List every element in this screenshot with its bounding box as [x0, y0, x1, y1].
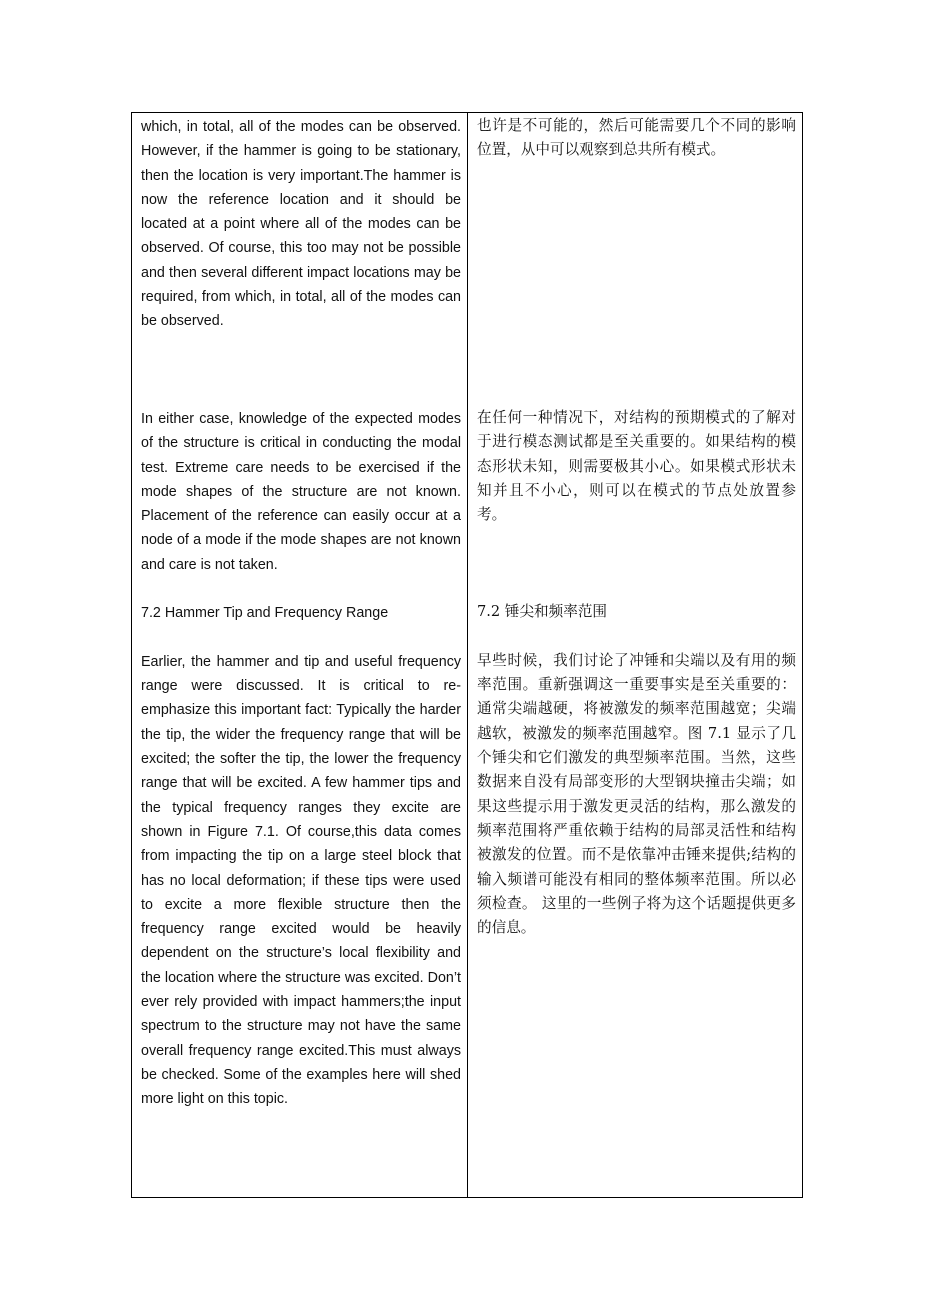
- chinese-block-2: [477, 406, 796, 576]
- english-paragraph-2: In either case, knowledge of the expected modes of the structure is critical in conducting the modal test. Extreme care needs to be exercised if the mode shapes of the structure are not known. Placement of the reference can easily occur at a node of a mode if the mode shapes are not known and care is not taken.: [141, 411, 461, 573]
- chinese-block-3: [477, 600, 796, 624]
- chinese-block-4: [477, 649, 796, 941]
- english-column: [132, 113, 468, 1197]
- bilingual-table: [131, 112, 803, 1198]
- spacer: [477, 357, 796, 406]
- chinese-block-1: [477, 114, 796, 357]
- english-block-3: [141, 601, 461, 625]
- english-block-4: [141, 650, 461, 1112]
- spacer: [141, 358, 461, 407]
- chinese-paragraph-2: 在任何一种情况下，对结构的预期模式的了解对于进行模态测试都是至关重要的。如果结构的模态形状未知，则需要极其小心。如果模式形状未知并且不小心，则可以在模式的节点处放置参考。: [477, 409, 796, 524]
- chinese-paragraph-3: 早些时候，我们讨论了冲锤和尖端以及有用的频率范围。重新强调这一重要事实是至关重要的：通常尖端越硬，将被激发的频率范围越宽；尖端越软，被激发的频率范围越窄。图 7.1 显示了几个锤尖和它们激发的典型频率范围。当然，这些数据来自没有局部变形的大型钢块撞击尖端；如果这些提示用于激发更灵活的结构，那么激发的频率范围将严重依赖于结构的局部灵活性和结构被激发的位置。而不是依靠冲击锤来提供;结构的输入频谱可能没有相同的整体频率范围。所以必须检查。 这里的一些例子将为这个话题提供更多的信息。: [477, 651, 796, 937]
- spacer: [141, 577, 461, 601]
- chinese-paragraph-1: 也许是不可能的，然后可能需要几个不同的影响位置，从中可以观察到总共所有模式。: [477, 117, 796, 159]
- english-paragraph-3: Earlier, the hammer and tip and useful frequency range were discussed. It is critical to re-emphasize this important fact: Typically the harder the tip, the wider the frequency range that will be excited; the softer the tip, the lower the frequency range that will be excited. A few hammer tips and the typical frequency ranges they excite are shown in Figure 7.1. Of course,this data comes from impacting the tip on a large steel block that has no local deformation; if these tips were used to excite a more flexible structure then the frequency range excited would be heavily dependent on the structure’s local flexibility and the location where the structure was excited. Don’t ever rely provided with impact hammers;the input spectrum to the structure may not have the same overall frequency range excited.This must always be checked. Some of the examples here will shed more light on this topic.: [141, 653, 461, 1108]
- chinese-section-heading: 7.2 锤尖和频率范围: [477, 603, 608, 621]
- spacer: [477, 576, 796, 600]
- english-block-2: [141, 407, 461, 577]
- english-paragraph-1: which, in total, all of the modes can be observed. However, if the hammer is going to be stationary, then the location is very important.The hammer is now the reference location and it should be located at a point where all of the modes can be observed. Of course, this too may not be possible and then several different impact locations may be required, from which, in total, all of the modes can be observed.: [141, 119, 461, 330]
- spacer: [141, 626, 461, 650]
- english-block-1: [141, 115, 461, 358]
- spacer: [477, 625, 796, 649]
- chinese-column: [468, 113, 802, 1197]
- english-section-heading: 7.2 Hammer Tip and Frequency Range: [141, 605, 389, 622]
